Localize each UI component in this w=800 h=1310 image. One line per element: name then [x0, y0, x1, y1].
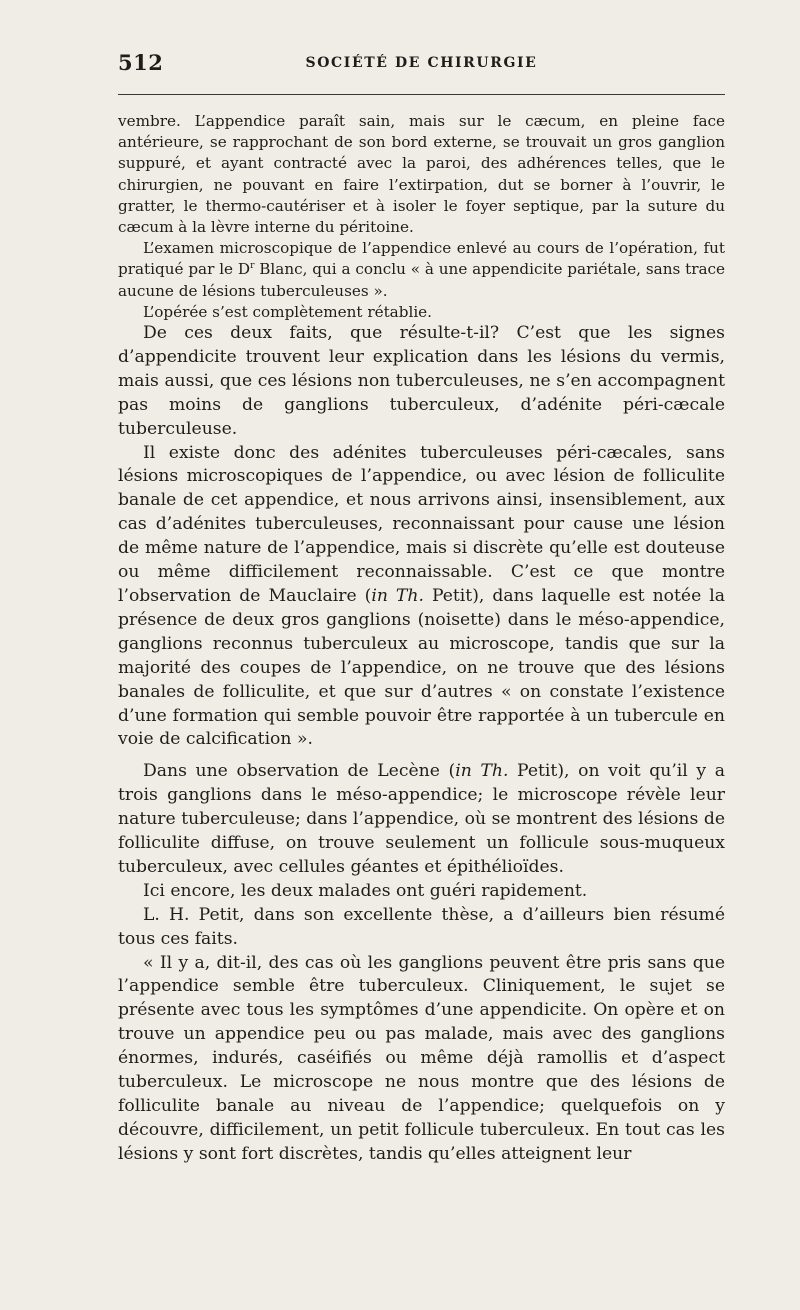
page-header	[118, 50, 725, 76]
main-text-block	[118, 322, 725, 1167]
running-title: SOCIÉTÉ DE CHIRURGIE	[305, 55, 538, 71]
small-paragraph-case-end: vembre. L’appendice paraît sain, mais sur le cæcum, en pleine face antérieure, se rapprochant de son bord externe, se trouvait un gros ganglion suppuré, et ayant contracté avec la paroi, des adhérences telles, que le chirurgien, ne pouvant en faire l’extirpation, dut se borner à l’ouvrir, le gratter, le thermo-cautériser et à isoler le foyer septique, par la suture du cæcum à la lèvre interne du péritoine.	[118, 112, 725, 237]
paragraph-petit-these: L. H. Petit, dans son excellente thèse, a d’ailleurs bien résumé tous ces faits.	[118, 904, 725, 949]
lecene-text: Dans une observation de Lecène (	[143, 761, 456, 782]
citation-in-th: in Th.	[371, 585, 424, 606]
lecene-text-tail: Petit), on voit qu’il y a trois ganglions dans le méso-appendice; le microscope révèle leur nature tuberculeuse; dans l’appendice, où se montrent des lésions de folliculite diffuse, on trouve seulement un follicule sous-muqueux tuberculeux, avec cellules géantes et épithélioïdes.	[118, 761, 726, 877]
small-paragraph-recovery: L’opérée s’est complètement rétablie.	[143, 302, 432, 321]
paragraph-adenites	[118, 442, 725, 753]
adenites-text: Il existe donc des adénites tuberculeuses péri-cæcales, sans lésions microscopiques de l’appendice, ou avec lésion de folliculite banale de cet appendice, et nous arrivons ainsi, insensiblement, aux cas d’adénites tuberculeuses, reconnaissant pour cause une lésion de même nature de l’appendice, mais si discrète qu’elle est douteuse ou même difficilement reconnaissable. C’est ce que montre l’observation de Mauclaire (	[118, 442, 725, 606]
header-rule	[118, 94, 725, 95]
paragraph-quotation: « Il y a, dit-il, des cas où les ganglions peuvent être pris sans que l’appendice semble être tuberculeux. Cliniquement, le sujet se présente avec tous les symptômes d’une appendicite. On opère et on trouve un appendice peu ou pas malade, mais avec des ganglions énormes, indurés, caséifiés ou même déjà ramollis et d’aspect tuberculeux. Le microscope ne nous montre que des lésions de folliculite banale au niveau de l’appendice; quelquefois on y découvre, difficilement, un petit follicule tuberculeux. En tout cas les lésions y sont fort discrètes, tandis qu’elles atteignent leur	[118, 952, 725, 1164]
small-print-block	[118, 111, 725, 323]
paragraph-lecene	[118, 760, 725, 880]
citation-in-th-lecene: in Th.	[455, 761, 509, 782]
small-paragraph-examen	[118, 238, 725, 302]
paragraph-ici-encore: Ici encore, les deux malades ont guéri rapidement.	[143, 880, 588, 901]
adenites-text-tail: Petit), dans laquelle est notée la présence de deux gros ganglions (noisette) dans le méso-appendice, ganglions reconnus tuberculeux au microscope, tandis que sur la majorité des coupes de l’appendice, on ne trouve que des lésions banales de folliculite, et que sur d’autres « on constate l’existence d’une formation qui semble pouvoir être rapportée à un tubercule en voie de calcification ».	[118, 585, 725, 750]
superscript-r: r	[250, 261, 255, 272]
examen-text: L’examen microscopique de l’appendice enlevé au cours de l’opération, fut pratiqué par le D	[118, 239, 725, 279]
paragraph-deux-faits: De ces deux faits, que résulte-t-il? C’est que les signes d’appendicite trouvent leur explication dans les lésions du vermis, mais aussi, que ces lésions non tuberculeuses, ne s’en accompagnent pas moins de ganglions tuberculeux, d’adénite péri-cæcale tuberculeuse.	[118, 323, 725, 439]
page-number: 512	[118, 50, 164, 75]
examen-text-tail: Blanc, qui a conclu « à une appendicite pariétale, sans trace aucune de lésions tuberculeuses ».	[118, 260, 726, 300]
